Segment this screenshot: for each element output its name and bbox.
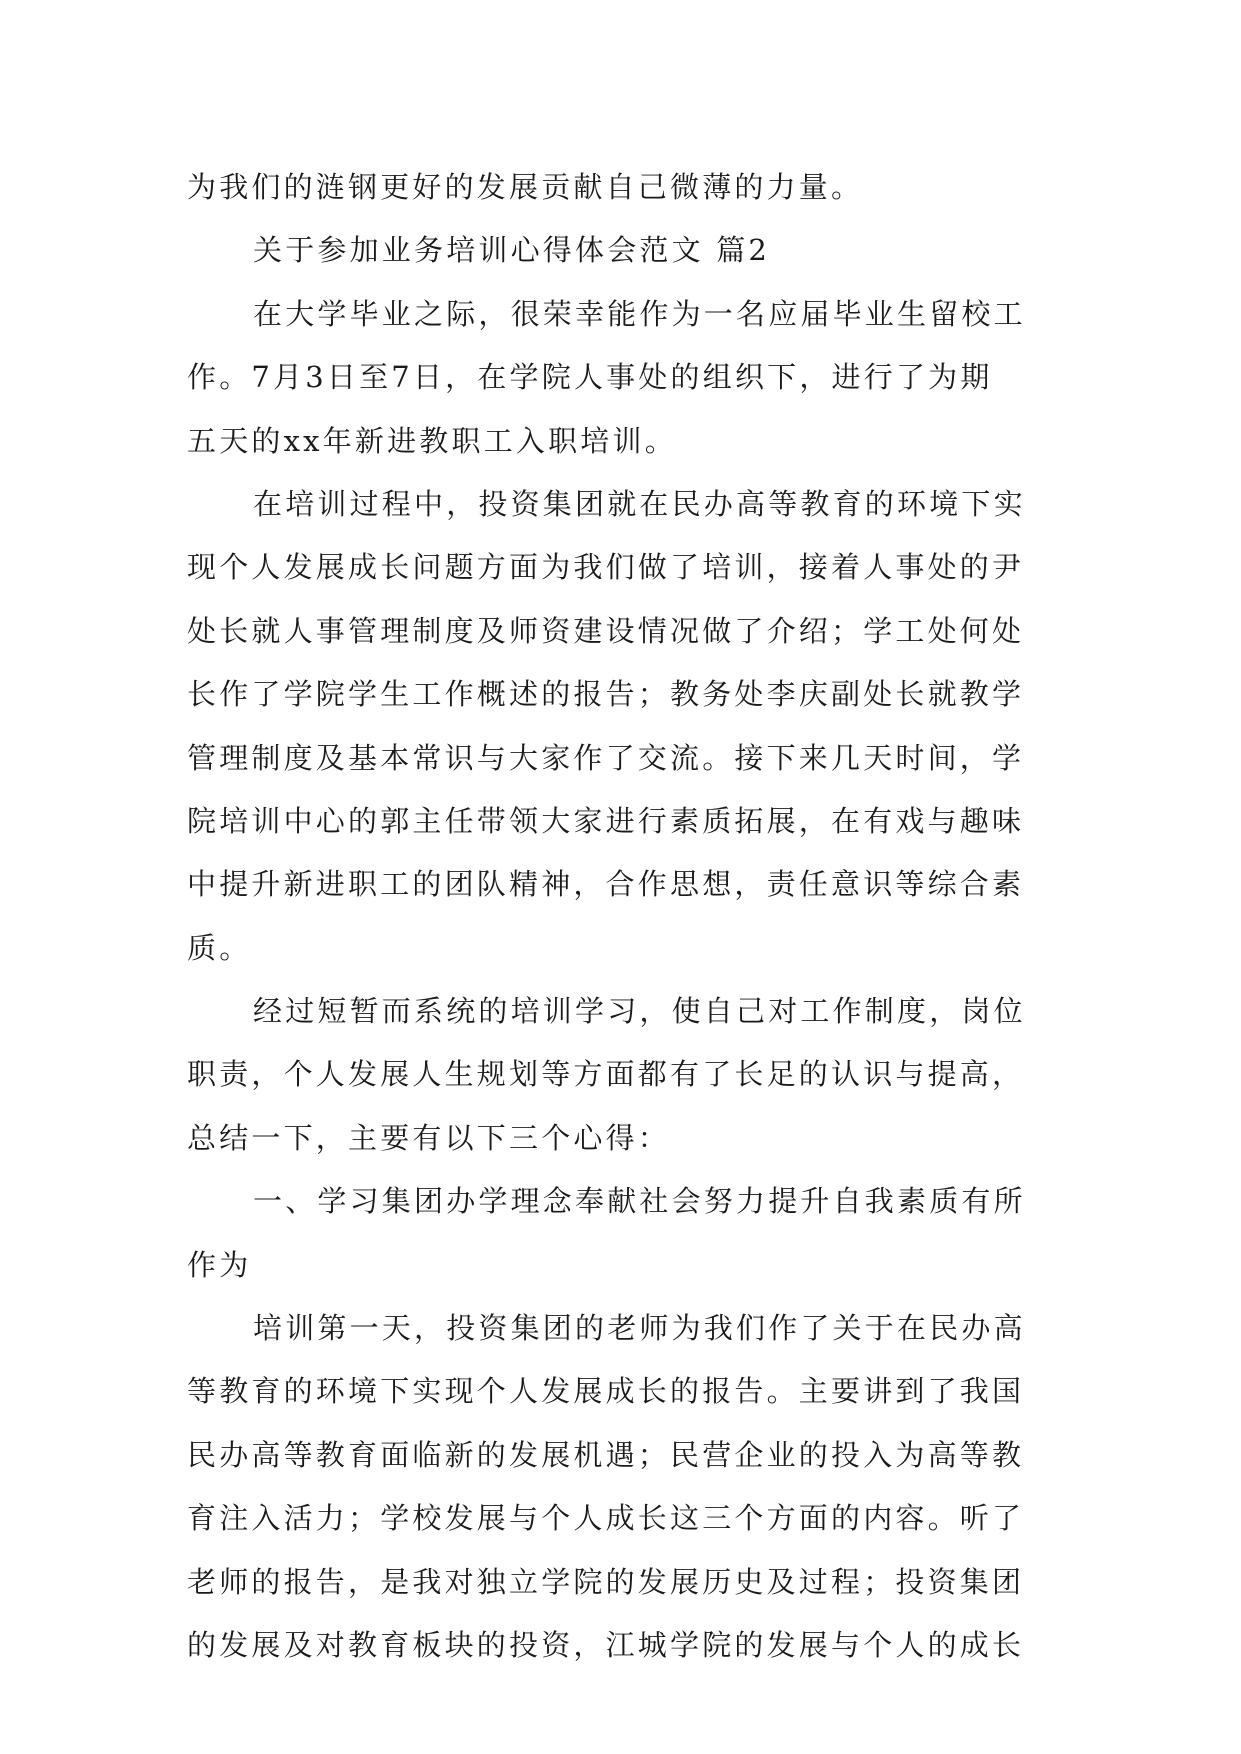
text-line: 总结一下，主要有以下三个心得： [187, 1120, 671, 1155]
text-line: 作为 [187, 1247, 252, 1282]
text-line: 的发展及对教育板块的投资，江城学院的发展与个人的成长 [187, 1627, 1025, 1662]
text-line: 培训第一天，投资集团的老师为我们作了关于在民办高 [253, 1311, 1026, 1346]
text-line: 职责，个人发展人生规划等方面都有了长足的认识与提高， [187, 1057, 1025, 1092]
text-line: 院培训中心的郭主任带领大家进行素质拓展，在有戏与趣味 [187, 803, 1025, 838]
text-line: 现个人发展成长问题方面为我们做了培训，接着人事处的尹 [187, 550, 1025, 585]
text-line: 中提升新进职工的团队精神，合作思想，责任意识等综合素 [187, 867, 1025, 902]
text-line: 作。7月3日至7日，在学院人事处的组织下，进行了为期 [187, 360, 993, 395]
text-line: 处长就人事管理制度及师资建设情况做了介绍；学工处何处 [187, 613, 1025, 648]
text-line: 五天的xx年新进教职工入职培训。 [187, 423, 677, 458]
text-line: 在大学毕业之际，很荣幸能作为一名应届毕业生留校工 [253, 296, 1026, 331]
section-heading: 关于参加业务培训心得体会范文 篇2 [253, 233, 771, 268]
text-line: 老师的报告，是我对独立学院的发展历史及过程；投资集团 [187, 1564, 1025, 1599]
text-line: 长作了学院学生工作概述的报告；教务处李庆副处长就教学 [187, 677, 1025, 712]
text-line: 为我们的涟钢更好的发展贡献自己微薄的力量。 [187, 170, 864, 204]
text-line: 质。 [187, 930, 252, 965]
text-line: 育注入活力；学校发展与个人成长这三个方面的内容。听了 [187, 1501, 1025, 1536]
text-line: 民办高等教育面临新的发展机遇；民营企业的投入为高等教 [187, 1437, 1025, 1472]
text-line: 等教育的环境下实现个人发展成长的报告。主要讲到了我国 [187, 1374, 1025, 1409]
text-line: 一、学习集团办学理念奉献社会努力提升自我素质有所 [253, 1184, 1026, 1219]
text-line: 经过短暂而系统的培训学习，使自己对工作制度，岗位 [253, 994, 1026, 1029]
text-line: 管理制度及基本常识与大家作了交流。接下来几天时间，学 [187, 740, 1025, 775]
document-body [187, 156, 1053, 1677]
text-line: 在培训过程中，投资集团就在民办高等教育的环境下实 [253, 486, 1026, 521]
